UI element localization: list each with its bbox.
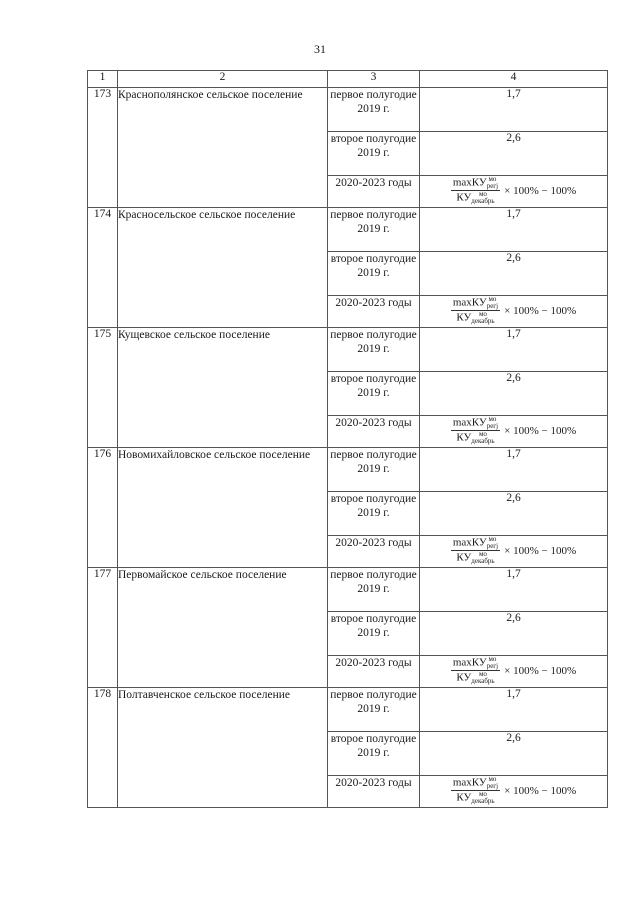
period-label: второе полугодие 2019 г.: [328, 732, 420, 776]
row-number: 175: [88, 328, 118, 448]
denominator-indices: [471, 551, 494, 565]
period-label: второе полугодие 2019 г.: [328, 612, 420, 656]
numerator-indices: [487, 656, 498, 670]
settlement-name: Краснополянское сельское поселение: [118, 88, 328, 208]
period-label: первое полугодие 2019 г.: [328, 328, 420, 372]
numerator-sup: мо: [488, 775, 497, 783]
table-header-row: [88, 71, 608, 88]
index-value: 2,6: [420, 252, 608, 296]
period-label: первое полугодие 2019 г.: [328, 448, 420, 492]
period-label: 2020-2023 годы: [328, 656, 420, 688]
formula-fraction: [451, 776, 500, 805]
formula-tail: × 100% − 100%: [504, 184, 577, 197]
denominator-sub: декабрь: [471, 197, 495, 205]
formula: [451, 296, 576, 325]
row-number: 173: [88, 88, 118, 208]
numerator-sub: регj: [486, 182, 499, 190]
formula: [451, 656, 576, 685]
column-header: 1: [88, 71, 118, 88]
formula-denominator: [454, 791, 496, 805]
table-row: [88, 448, 608, 492]
formula: [451, 776, 576, 805]
denominator-sub: декабрь: [471, 317, 495, 325]
tariff-table: [87, 70, 608, 808]
index-formula: [420, 416, 608, 448]
formula-numerator: [451, 776, 500, 791]
denominator-sup: мо: [478, 310, 487, 318]
denominator-text: КУ: [456, 431, 472, 444]
denominator-indices: [471, 311, 494, 325]
numerator-text: maxКУ: [452, 536, 487, 549]
numerator-text: maxКУ: [452, 656, 487, 669]
period-label: первое полугодие 2019 г.: [328, 208, 420, 252]
formula: [451, 416, 576, 445]
settlement-name: Красносельское сельское поселение: [118, 208, 328, 328]
period-label: 2020-2023 годы: [328, 296, 420, 328]
row-number: 174: [88, 208, 118, 328]
formula-denominator: [454, 671, 496, 685]
settlement-name: Новомихайловское сельское поселение: [118, 448, 328, 568]
denominator-sup: мо: [478, 790, 487, 798]
index-formula: [420, 776, 608, 808]
formula-numerator: [451, 416, 500, 431]
formula-denominator: [454, 191, 496, 205]
denominator-text: КУ: [456, 311, 472, 324]
numerator-sub: регj: [486, 422, 499, 430]
index-value: 1,7: [420, 568, 608, 612]
denominator-indices: [471, 191, 494, 205]
numerator-text: maxКУ: [452, 176, 487, 189]
numerator-sub: регj: [486, 302, 499, 310]
row-number: 177: [88, 568, 118, 688]
period-label: первое полугодие 2019 г.: [328, 568, 420, 612]
index-value: 1,7: [420, 328, 608, 372]
index-formula: [420, 656, 608, 688]
index-value: 2,6: [420, 492, 608, 536]
formula-tail: × 100% − 100%: [504, 664, 577, 677]
column-header: 4: [420, 71, 608, 88]
column-header: 2: [118, 71, 328, 88]
period-label: 2020-2023 годы: [328, 176, 420, 208]
table-row: [88, 208, 608, 252]
formula-numerator: [451, 176, 500, 191]
period-label: 2020-2023 годы: [328, 536, 420, 568]
period-label: второе полугодие 2019 г.: [328, 372, 420, 416]
formula: [451, 536, 576, 565]
period-label: второе полугодие 2019 г.: [328, 252, 420, 296]
formula-denominator: [454, 311, 496, 325]
index-formula: [420, 176, 608, 208]
period-label: первое полугодие 2019 г.: [328, 688, 420, 732]
numerator-text: maxКУ: [452, 296, 487, 309]
formula-fraction: [451, 536, 500, 565]
denominator-sub: декабрь: [471, 677, 495, 685]
denominator-sup: мо: [478, 670, 487, 678]
numerator-sub: регj: [486, 782, 499, 790]
numerator-indices: [487, 416, 498, 430]
index-value: 1,7: [420, 448, 608, 492]
denominator-text: КУ: [456, 551, 472, 564]
denominator-text: КУ: [456, 671, 472, 684]
settlement-name: Кущевское сельское поселение: [118, 328, 328, 448]
index-value: 1,7: [420, 688, 608, 732]
formula-tail: × 100% − 100%: [504, 424, 577, 437]
denominator-sub: декабрь: [471, 557, 495, 565]
denominator-sup: мо: [478, 430, 487, 438]
denominator-sub: декабрь: [471, 797, 495, 805]
row-number: 178: [88, 688, 118, 808]
index-value: 1,7: [420, 88, 608, 132]
numerator-indices: [487, 776, 498, 790]
numerator-sub: регj: [486, 662, 499, 670]
formula-denominator: [454, 431, 496, 445]
index-formula: [420, 296, 608, 328]
index-value: 2,6: [420, 612, 608, 656]
formula-fraction: [451, 416, 500, 445]
formula-tail: × 100% − 100%: [504, 784, 577, 797]
page-number: 31: [314, 42, 326, 56]
numerator-indices: [487, 176, 498, 190]
denominator-indices: [471, 671, 494, 685]
period-label: 2020-2023 годы: [328, 776, 420, 808]
numerator-sup: мо: [488, 655, 497, 663]
row-number: 176: [88, 448, 118, 568]
index-value: 1,7: [420, 208, 608, 252]
denominator-sup: мо: [478, 550, 487, 558]
denominator-indices: [471, 431, 494, 445]
formula-fraction: [451, 176, 500, 205]
denominator-text: КУ: [456, 191, 472, 204]
denominator-sup: мо: [478, 190, 487, 198]
table-row: [88, 88, 608, 132]
table-row: [88, 688, 608, 732]
formula-fraction: [451, 296, 500, 325]
numerator-sup: мо: [488, 535, 497, 543]
formula-tail: × 100% − 100%: [504, 304, 577, 317]
denominator-indices: [471, 791, 494, 805]
formula-numerator: [451, 536, 500, 551]
formula-numerator: [451, 656, 500, 671]
period-label: второе полугодие 2019 г.: [328, 492, 420, 536]
period-label: второе полугодие 2019 г.: [328, 132, 420, 176]
column-header: 3: [328, 71, 420, 88]
table-row: [88, 328, 608, 372]
denominator-text: КУ: [456, 791, 472, 804]
index-value: 2,6: [420, 132, 608, 176]
numerator-sup: мо: [488, 175, 497, 183]
formula-fraction: [451, 656, 500, 685]
numerator-text: maxКУ: [452, 776, 487, 789]
period-label: первое полугодие 2019 г.: [328, 88, 420, 132]
index-formula: [420, 536, 608, 568]
formula: [451, 176, 576, 205]
numerator-indices: [487, 536, 498, 550]
numerator-sup: мо: [488, 295, 497, 303]
settlement-name: Первомайское сельское поселение: [118, 568, 328, 688]
table-row: [88, 568, 608, 612]
formula-denominator: [454, 551, 496, 565]
index-value: 2,6: [420, 372, 608, 416]
settlement-name: Полтавченское сельское поселение: [118, 688, 328, 808]
formula-numerator: [451, 296, 500, 311]
period-label: 2020-2023 годы: [328, 416, 420, 448]
index-value: 2,6: [420, 732, 608, 776]
numerator-sub: регj: [486, 542, 499, 550]
formula-tail: × 100% − 100%: [504, 544, 577, 557]
denominator-sub: декабрь: [471, 437, 495, 445]
numerator-sup: мо: [488, 415, 497, 423]
numerator-text: maxКУ: [452, 416, 487, 429]
numerator-indices: [487, 296, 498, 310]
